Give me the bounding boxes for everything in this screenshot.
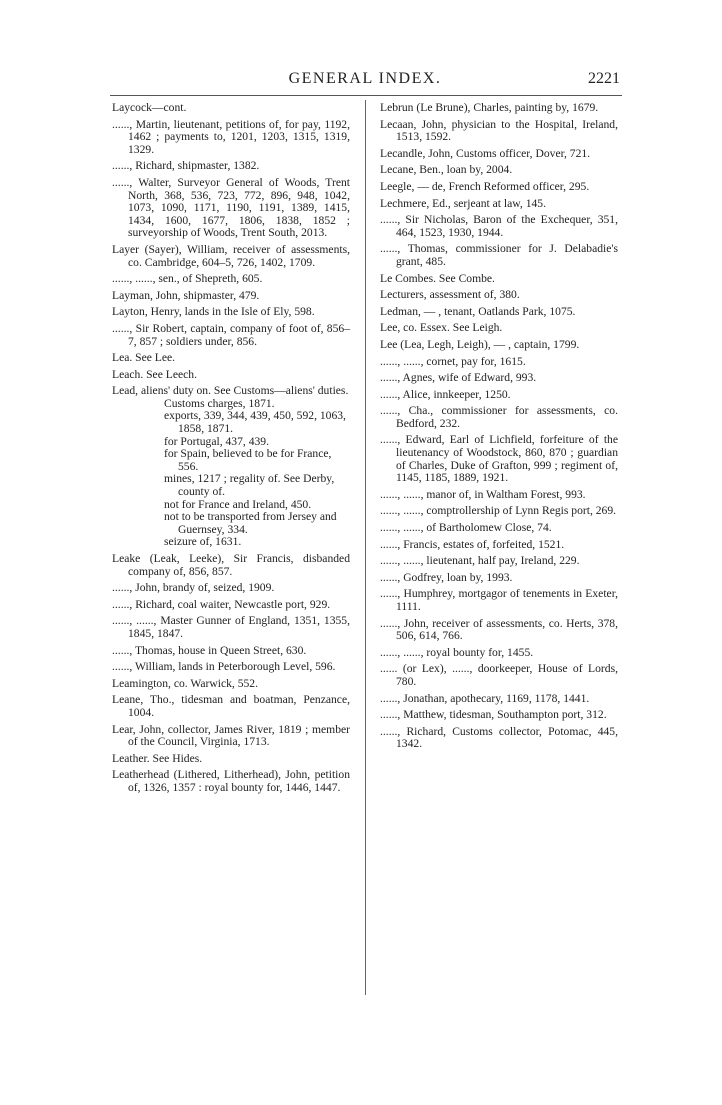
index-entry: ......, John, receiver of assessments, co. Herts, 378, 506, 614, 766. xyxy=(380,616,618,643)
index-entry: ......, Humphrey, mortgagor of tenements in Exeter, 1111. xyxy=(380,587,618,613)
index-entry: ......, Thomas, house in Queen Street, 630. xyxy=(112,643,307,657)
index-subentry: exports, 339, 344, 439, 450, 592, 1063, 1858, 1871. xyxy=(164,409,346,436)
index-entry: Leather. See Hides. xyxy=(112,751,203,765)
index-entry: ......, Sir Nicholas, Baron of the Exchequer, 351, 464, 1523, 1930, 1944. xyxy=(380,213,618,239)
column-divider xyxy=(365,100,366,995)
index-subentry: Customs charges, 1871. xyxy=(164,396,275,410)
header-rule xyxy=(110,95,622,96)
index-entry: Lee (Lea, Legh, Leigh), — , captain, 1799. xyxy=(380,337,580,351)
index-entry: ......, ......, manor of, in Waltham Forest, 993. xyxy=(380,487,586,501)
index-entry: ......, ......, lieutenant, half pay, Ireland, 229. xyxy=(380,554,580,568)
lead-subentries xyxy=(112,398,350,549)
index-entry: Lechmere, Ed., serjeant at law, 145. xyxy=(380,196,546,210)
index-subentry: not for France and Ireland, 450. xyxy=(164,497,312,511)
index-subentry: for Portugal, 437, 439. xyxy=(164,434,269,448)
index-entry: Layman, John, shipmaster, 479. xyxy=(112,288,260,302)
index-entry: Lea. See Lee. xyxy=(112,351,176,365)
index-entry: Leatherhead (Lithered, Litherhead), John, petition of, 1326, 1357 : royal bounty for, 1446, 1447. xyxy=(112,768,350,794)
index-entry: ......, ......, comptrollership of Lynn Regis port, 269. xyxy=(380,504,617,518)
index-entry: ......, John, brandy of, seized, 1909. xyxy=(112,581,275,595)
index-entry: Leegle, — de, French Reformed officer, 295. xyxy=(380,179,590,193)
index-entry: ......, Agnes, wife of Edward, 993. xyxy=(380,371,537,385)
index-entry: ...... (or Lex), ......, doorkeeper, House of Lords, 780. xyxy=(380,662,618,688)
index-entry: ......, Francis, estates of, forfeited, 1521. xyxy=(380,537,565,551)
index-entry: ......, Martin, lieutenant, petitions of, for pay, 1192, 1462 ; payments to, 1201, 1203, 1315, 1319, 1329. xyxy=(112,117,350,156)
index-entry: ......, Matthew, tidesman, Southampton port, 312. xyxy=(380,708,607,722)
index-entry: ......, ......, royal bounty for, 1455. xyxy=(380,645,534,659)
index-subentry: seizure of, 1631. xyxy=(164,535,242,549)
index-entry: ......, Sir Robert, captain, company of foot of, 856–7, 857 ; soldiers under, 856. xyxy=(112,321,350,348)
index-entry: ......, William, lands in Peterborough Level, 596. xyxy=(112,660,336,674)
index-entry: Ledman, — , tenant, Oatlands Park, 1075. xyxy=(380,304,576,318)
index-entry: ......, Edward, Earl of Lichfield, forfeiture of the lieutenancy of Woodstock, 860, 870 ; guardian of Charles, Duke of Grafton, 999 ; regiment of, 1145, 1185, 1889, 1921. xyxy=(380,433,618,485)
left-column xyxy=(112,102,350,799)
index-entry: ......, Cha., commissioner for assessments, co. Bedford, 232. xyxy=(380,404,618,430)
index-entry: Laycock—cont. xyxy=(112,101,187,114)
index-entry: Layer (Sayer), William, receiver of assessments, co. Cambridge, 604–5, 726, 1402, 1709. xyxy=(112,242,350,269)
index-entry: ......, Walter, Surveyor General of Woods, Trent North, 368, 536, 723, 772, 896, 948, 1042, 1073, 1090, 1171, 1190, 1191, 1389, 1415, 1434, 1600, 1677, 1806, 1838, 1852 ; surveyorship of Woods, Trent South, 2013. xyxy=(112,175,350,240)
index-entry: ......, ......, of Bartholomew Close, 74. xyxy=(380,521,552,535)
index-entry: Leane, Tho., tidesman and boatman, Penzance, 1004. xyxy=(112,693,350,719)
index-entry: ......, Thomas, commissioner for J. Delabadie's grant, 485. xyxy=(380,242,618,268)
index-entry: Lecane, Ben., loan by, 2004. xyxy=(380,163,513,177)
index-entry: Lear, John, collector, James River, 1819 ; member of the Council, Virginia, 1713. xyxy=(112,722,350,749)
index-entry: Lecaan, John, physician to the Hospital, Ireland, 1513, 1592. xyxy=(380,117,618,144)
index-entry: Lecandle, John, Customs officer, Dover, 721. xyxy=(380,146,591,160)
index-entry: ......, Godfrey, loan by, 1993. xyxy=(380,570,513,584)
index-entry: ......, ......, Master Gunner of England, 1351, 1355, 1845, 1847. xyxy=(112,614,350,640)
right-column xyxy=(380,102,618,755)
index-entry: ......, ......, cornet, pay for, 1615. xyxy=(380,354,526,368)
index-entry: Le Combes. See Combe. xyxy=(380,271,495,285)
page-header xyxy=(110,70,620,92)
index-entry: ......, Jonathan, apothecary, 1169, 1178, 1441. xyxy=(380,691,590,705)
index-entry: ......, ......, sen., of Shepreth, 605. xyxy=(112,272,263,286)
index-entry: Leamington, co. Warwick, 552. xyxy=(112,676,258,690)
index-entry: ......, Alice, innkeeper, 1250. xyxy=(380,387,511,401)
index-entry: ......, Richard, shipmaster, 1382. xyxy=(112,159,260,173)
index-entry: Lead, aliens' duty on. See Customs—aliens' duties. xyxy=(112,384,349,398)
index-entry: Leake (Leak, Leeke), Sir Francis, disbanded company of, 856, 857. xyxy=(112,552,350,578)
index-entry: Lebrun (Le Brune), Charles, painting by, 1679. xyxy=(380,101,599,114)
index-entry: ......, Richard, coal waiter, Newcastle port, 929. xyxy=(112,597,331,611)
index-entry: ......, Richard, Customs collector, Potomac, 445, 1342. xyxy=(380,724,618,751)
index-subentry: for Spain, believed to be for France, 556. xyxy=(164,447,332,473)
index-entry: Lee, co. Essex. See Leigh. xyxy=(380,321,503,335)
page-title: GENERAL INDEX. xyxy=(288,70,442,87)
index-subentry: mines, 1217 ; regality of. See Derby, county of. xyxy=(164,472,335,499)
index-subentry: not to be transported from Jersey and Guernsey, 334. xyxy=(164,510,337,536)
page-number: 2221 xyxy=(588,70,620,87)
index-entry: Lecturers, assessment of, 380. xyxy=(380,288,520,302)
index-entry: Layton, Henry, lands in the Isle of Ely, 598. xyxy=(112,305,315,319)
index-entry: Leach. See Leech. xyxy=(112,367,197,381)
